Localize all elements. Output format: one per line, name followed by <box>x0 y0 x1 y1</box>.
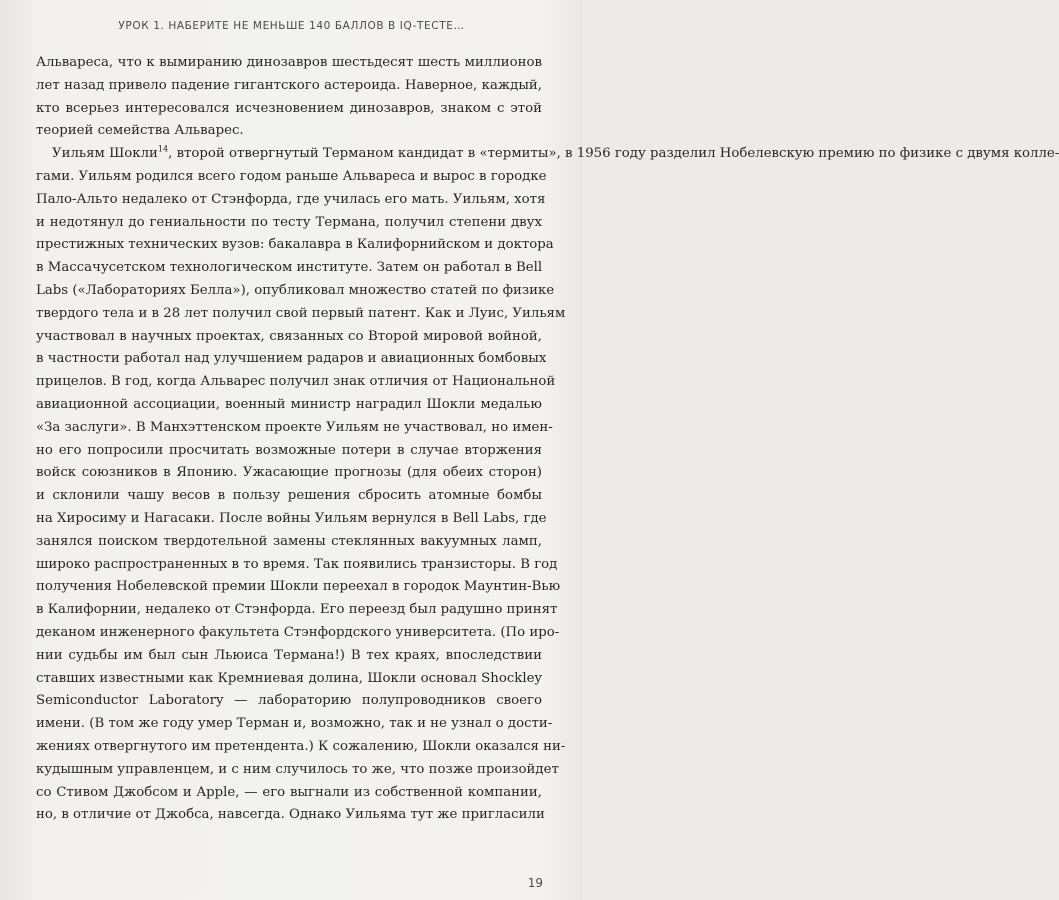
text-line: престижных технических вузов: бакалавра в Калифорнийском и доктора <box>36 237 554 253</box>
text-line: со Стивом Джобсом и Apple, — его выгнали из собственной компании, <box>36 784 542 800</box>
body-text <box>36 52 1059 827</box>
text-line: прицелов. В год, когда Альварес получил знак отличия от Национальной <box>36 374 556 390</box>
text-line: лет назад привело падение гигантского астероида. Наверное, каждый, <box>36 77 542 93</box>
paragraph-2 <box>36 143 1059 827</box>
running-head: УРОК 1. НАБЕРИТЕ НЕ МЕНЬШЕ 140 БАЛЛОВ В IQ-ТЕСТЕ… <box>118 20 465 32</box>
footnote-marker[interactable]: 14 <box>157 144 169 154</box>
text-line: кто всерьез интересовался исчезновением динозавров, знаком с этой <box>36 100 542 116</box>
text-line: «За заслуги». В Манхэттенском проекте Уильям не участвовал, но имен- <box>36 419 553 435</box>
text-line: ставших известными как Кремниевая долина, Шокли основал Shockley <box>36 670 542 686</box>
text-line: Пало-Альто недалеко от Стэнфорда, где училась его мать. Уильям, хотя <box>36 191 546 207</box>
text-line: теорией семейства Альварес. <box>36 123 244 139</box>
text-line: Semiconductor Laboratory — лабораторию полупроводников своего <box>36 693 542 709</box>
paragraph-1 <box>36 52 542 143</box>
page-number: 19 <box>527 876 543 890</box>
text-line: авиационной ассоциации, военный министр наградил Шокли медалью <box>36 396 542 412</box>
text-line: и недотянул до гениальности по тесту Термана, получил степени двух <box>36 214 542 230</box>
text-line: на Хиросиму и Нагасаки. После войны Уильям вернулся в Bell Labs, где <box>36 510 547 526</box>
text-line: широко распространенных в то время. Так появились транзисторы. В год <box>36 556 558 572</box>
text-line: деканом инженерного факультета Стэнфордского университета. (По иро- <box>36 624 560 640</box>
text-line: войск союзников в Японию. Ужасающие прогнозы (для обеих сторон) <box>36 465 542 481</box>
text-line: получения Нобелевской премии Шокли переехал в городок Маунтин-Вью <box>36 579 561 595</box>
text-line: в частности работал над улучшением радаров и авиационных бомбовых <box>36 351 547 367</box>
text-line: в Массачусетском технологическом институте. Затем он работал в Bell <box>36 260 543 276</box>
text-line: твердого тела и в 28 лет получил свой первый патент. Как и Луис, Уильям <box>36 305 566 321</box>
text-line: имени. (В том же году умер Терман и, возможно, так и не узнал о дости- <box>36 716 553 732</box>
text-line: гами. Уильям родился всего годом раньше Альвареса и вырос в городке <box>36 168 547 184</box>
text-line: занялся поиском твердотельной замены стеклянных вакуумных ламп, <box>36 533 542 549</box>
text-line-first <box>36 143 1059 166</box>
text-line: но его попросили просчитать возможные потери в случае вторжения <box>36 442 542 458</box>
paragraph-2-first-line-rest: , второй отвергнутый Терманом кандидат в «термиты», в 1956 году разделил Нобелевскую премию по физике с двумя колле- <box>168 146 1059 162</box>
text-line: нии судьбы им был сын Льюиса Термана!) В тех краях, впоследствии <box>36 647 542 663</box>
text-line: в Калифорнии, недалеко от Стэнфорда. Его переезд был радушно принят <box>36 602 558 618</box>
text-line: и склонили чашу весов в пользу решения сбросить атомные бомбы <box>36 488 542 504</box>
text-line: кудышным управленцем, и с ним случилось то же, что позже произойдет <box>36 761 559 777</box>
text-line: участвовал в научных проектах, связанных со Второй мировой войной, <box>36 328 542 344</box>
text-line: Labs («Лабораториях Белла»), опубликовал множество статей по физике <box>36 282 555 298</box>
text-line: Альвареса, что к вымиранию динозавров шестьдесят шесть миллионов <box>36 55 542 70</box>
text-line: жениях отвергнутого им претендента.) К сожалению, Шокли оказался ни- <box>36 738 566 754</box>
text-line: но, в отличие от Джобса, навсегда. Однако Уильяма тут же пригласили <box>36 807 545 823</box>
paragraph-2-start: Уильям Шокли <box>52 146 158 162</box>
